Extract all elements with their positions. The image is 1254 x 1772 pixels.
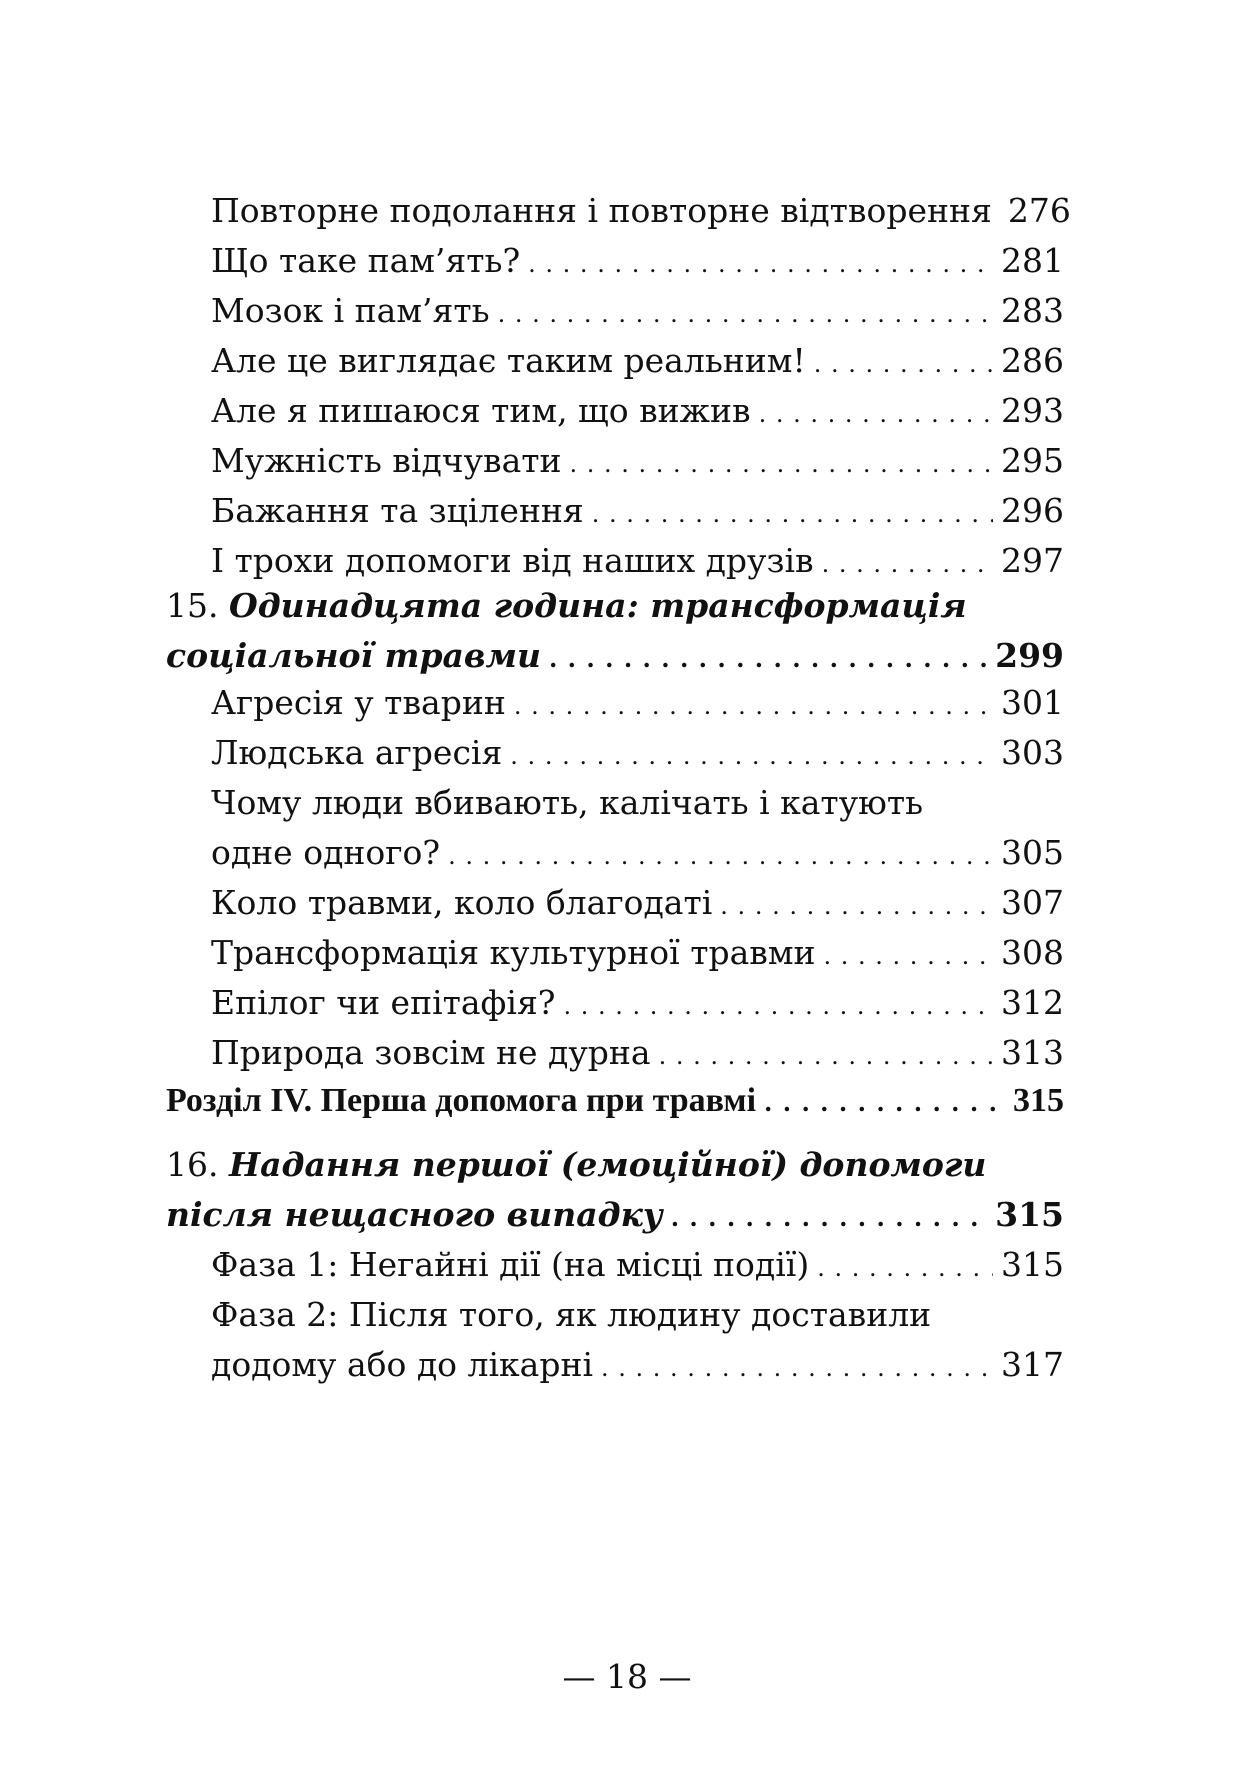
toc-leader-dots: [549, 634, 987, 684]
chapter-heading-line: [166, 581, 1064, 631]
toc-entry: [166, 1240, 1064, 1290]
toc-entry: [166, 728, 1064, 778]
toc-entry: [166, 336, 1064, 386]
toc-leader-dots: [592, 489, 993, 539]
toc-entry-title: Епілог чи епітафія?: [211, 983, 556, 1022]
toc-entry: [166, 678, 1064, 728]
chapter-heading-line: [166, 1140, 1064, 1190]
toc-entry-title: додому або до лікарні: [211, 1345, 594, 1384]
toc-entry-page: 313: [1001, 1033, 1064, 1072]
toc-entry: [166, 536, 1064, 586]
toc-entry: [166, 878, 1064, 928]
toc-entry: [166, 286, 1064, 336]
toc-leader-dots: [671, 1193, 987, 1243]
chapter-number: 16.: [166, 1145, 219, 1184]
toc-entry-page: 276: [1007, 191, 1071, 230]
toc-entry: [166, 386, 1064, 436]
toc-entry: [166, 1190, 1064, 1240]
toc-entry-page: 315: [1001, 1245, 1064, 1284]
toc-leader-dots: [601, 1343, 993, 1393]
toc-entry: [166, 928, 1064, 978]
toc-leader-dots: [563, 981, 993, 1031]
toc-entry: [166, 978, 1064, 1028]
toc-leader-dots: [498, 289, 993, 339]
toc-entry-page: 295: [1001, 441, 1064, 480]
toc-entry-title: Бажання та зцілення: [211, 491, 584, 530]
toc-entry-page: 312: [1001, 983, 1064, 1022]
toc-group-2: [166, 678, 1064, 1078]
toc-leader-dots: [814, 339, 993, 389]
toc-chapter-16: [166, 1140, 1064, 1390]
toc-entry-page: 296: [1001, 491, 1064, 530]
toc-entry-page: 308: [1001, 933, 1064, 972]
toc-entry-title: Але це виглядає таким реальним!: [211, 341, 806, 380]
toc-entry-page: 297: [1001, 541, 1064, 580]
toc-entry: [166, 1340, 1064, 1390]
toc-leader-dots: [448, 831, 993, 881]
toc-entry-title: Що таке пам’ять?: [211, 241, 521, 280]
toc-leader-dots: [764, 1078, 1005, 1128]
toc-entry: [166, 631, 1064, 681]
toc-entry-page: 307: [1001, 883, 1064, 922]
toc-entry: [166, 186, 1071, 236]
toc-entry-page: 315: [1013, 1082, 1064, 1119]
toc-entry-page: 293: [1001, 391, 1064, 430]
toc-entry: [166, 236, 1064, 286]
toc-entry-title: одне одного?: [211, 833, 441, 872]
toc-entry-page: 283: [1001, 291, 1064, 330]
toc-section-4: [166, 1076, 1064, 1126]
chapter-title-line1: Надання першої (емоційної) допомоги: [228, 1145, 987, 1184]
toc-entry-title: Людська агресія: [211, 733, 503, 772]
toc-leader-dots: [514, 681, 993, 731]
toc-leader-dots: [510, 731, 993, 781]
toc-entry-page: 301: [1001, 683, 1064, 722]
toc-entry-line1: Чому люди вбивають, калічать і катують: [211, 783, 924, 822]
toc-leader-dots: [659, 1031, 993, 1081]
toc-leader-dots: [824, 931, 993, 981]
toc-entry-title: Фаза 1: Негайні дії (на місці події): [211, 1245, 810, 1284]
toc-entry-page: 317: [1001, 1345, 1064, 1384]
toc-leader-dots: [570, 439, 994, 489]
toc-entry: [166, 1076, 1064, 1126]
toc-entry-title: Трансформація культурної травми: [211, 933, 816, 972]
chapter-title-line1: Одинадцята година: трансформація: [228, 586, 967, 625]
toc-leader-dots: [817, 1243, 993, 1293]
toc-entry-page: 305: [1001, 833, 1064, 872]
toc-leader-dots: [720, 881, 993, 931]
page-number: — 18 —: [562, 1657, 692, 1696]
toc-entry-title: Але я пишаюся тим, що вижив: [211, 391, 751, 430]
toc-entry-title: Повторне подолання і повторне відтворення: [211, 191, 992, 230]
toc-entry-title: Мозок і пам’ять: [211, 291, 490, 330]
toc-entry: [166, 436, 1064, 486]
toc-leader-dots: [528, 239, 993, 289]
toc-entry-title: Природа зовсім не дурна: [211, 1033, 651, 1072]
toc-entry: [166, 828, 1064, 878]
chapter-title-line2: після нещасного випадку: [166, 1195, 663, 1234]
toc-entry-title: І трохи допомоги від наших друзів: [211, 541, 814, 580]
toc-entry-page: 315: [995, 1195, 1064, 1234]
toc-entry-line1: Фаза 2: Після того, як людину доставили: [211, 1295, 932, 1334]
toc-entry-page: 286: [1001, 341, 1064, 380]
toc-entry-title: Агресія у тварин: [211, 683, 506, 722]
toc-entry-page: 299: [995, 636, 1064, 675]
toc-entry-page: 281: [1001, 241, 1064, 280]
toc-entry-page: 303: [1001, 733, 1064, 772]
chapter-number: 15.: [166, 586, 219, 625]
toc-leader-dots: [759, 389, 993, 439]
chapter-title-line2: соціальної травми: [166, 636, 541, 675]
section-title: Розділ IV. Перша допомога при травмі: [166, 1082, 757, 1119]
toc-entry-title: Мужність відчувати: [211, 441, 562, 480]
toc-entry: [166, 1028, 1064, 1078]
toc-entry: [166, 486, 1064, 536]
toc-group-1: [166, 186, 1071, 586]
toc-chapter-15: [166, 581, 1064, 681]
toc-entry-title: Коло травми, коло благодаті: [211, 883, 713, 922]
